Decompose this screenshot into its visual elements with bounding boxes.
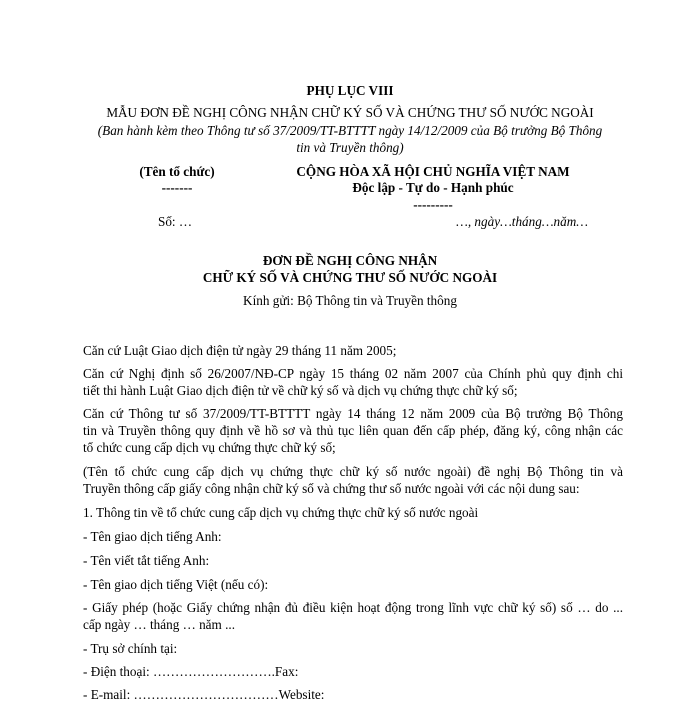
paragraph-legal-basis-3-line3: tổ chức cung cấp dịch vụ chứng thực chữ ký số; [83, 440, 336, 455]
field-vietnamese-name: - Tên giao dịch tiếng Việt (nếu có): [83, 577, 269, 592]
field-license-line1: - Giấy phép (hoặc Giấy chứng nhận đủ điều kiện hoạt động trong lĩnh vực chữ ký số) số … do ... [83, 600, 623, 615]
org-name: (Tên tổ chức) [139, 164, 215, 179]
org-dashes: ------- [161, 180, 193, 195]
field-email-website: - E-mail: ……………………………Website: [83, 687, 325, 702]
paragraph-request-line2: Truyền thông cấp giấy công nhận chữ ký số và chứng thư số nước ngoài với các nội dung sau: [83, 481, 580, 496]
motto-dashes: --------- [413, 197, 453, 212]
paragraph-legal-basis-1: Căn cứ Luật Giao dịch điện tử ngày 29 tháng 11 năm 2005; [83, 343, 397, 358]
field-license-line2: cấp ngày … tháng … năm ... [83, 617, 235, 632]
section-1-heading: 1. Thông tin về tổ chức cung cấp dịch vụ chứng thực chữ ký số nước ngoài [83, 505, 479, 520]
field-english-abbreviation: - Tên viết tắt tiếng Anh: [83, 553, 210, 568]
document-number: Số: … [158, 214, 193, 229]
country-name: CỘNG HÒA XÃ HỘI CHỦ NGHĨA VIỆT NAM [296, 164, 570, 179]
paragraph-legal-basis-2-line2: tiết thi hành Luật Giao dịch điện tử về chữ ký số và dịch vụ chứng thực chữ ký số; [83, 383, 518, 398]
request-title-line2: CHỮ KÝ SỐ VÀ CHỨNG THƯ SỐ NƯỚC NGOÀI [202, 270, 498, 285]
paragraph-legal-basis-3-line1: Căn cứ Thông tư số 37/2009/TT-BTTTT ngày 14 tháng 12 năm 2009 của Bộ trưởng Bộ Thông [83, 406, 623, 421]
paragraph-legal-basis-3-line2: tin và Truyền thông quy định về hồ sơ và thủ tục liên quan đến cấp phép, đăng ký, công nhận các [83, 423, 623, 438]
field-english-name: - Tên giao dịch tiếng Anh: [83, 529, 222, 544]
paragraph-legal-basis-2-line1: Căn cứ Nghị định số 26/2007/NĐ-CP ngày 15 tháng 02 năm 2007 của Chính phủ quy định chi [83, 366, 623, 381]
request-title-line1: ĐƠN ĐỀ NGHỊ CÔNG NHẬN [262, 253, 438, 268]
recipient-line: Kính gửi: Bộ Thông tin và Truyền thông [243, 293, 457, 308]
field-headquarters: - Trụ sở chính tại: [83, 641, 178, 656]
issued-note-line1: (Ban hành kèm theo Thông tư số 37/2009/TT-BTTTT ngày 14/12/2009 của Bộ trưởng Bộ Thông [97, 123, 603, 138]
field-phone-fax: - Điện thoại: ……………………….Fax: [83, 664, 299, 679]
form-title: MẪU ĐƠN ĐỀ NGHỊ CÔNG NHẬN CHỮ KÝ SỐ VÀ CHỨNG THƯ SỐ NƯỚC NGOÀI [106, 105, 594, 120]
place-date: …, ngày…tháng…năm… [456, 214, 588, 229]
appendix-title: PHỤ LỤC VIII [306, 83, 394, 98]
motto: Độc lập - Tự do - Hạnh phúc [352, 180, 514, 195]
paragraph-request-line1: (Tên tổ chức cung cấp dịch vụ chứng thực chữ ký số nước ngoài) đề nghị Bộ Thông tin và [83, 464, 623, 479]
issued-note-line2: tin và Truyền thông) [296, 140, 404, 155]
